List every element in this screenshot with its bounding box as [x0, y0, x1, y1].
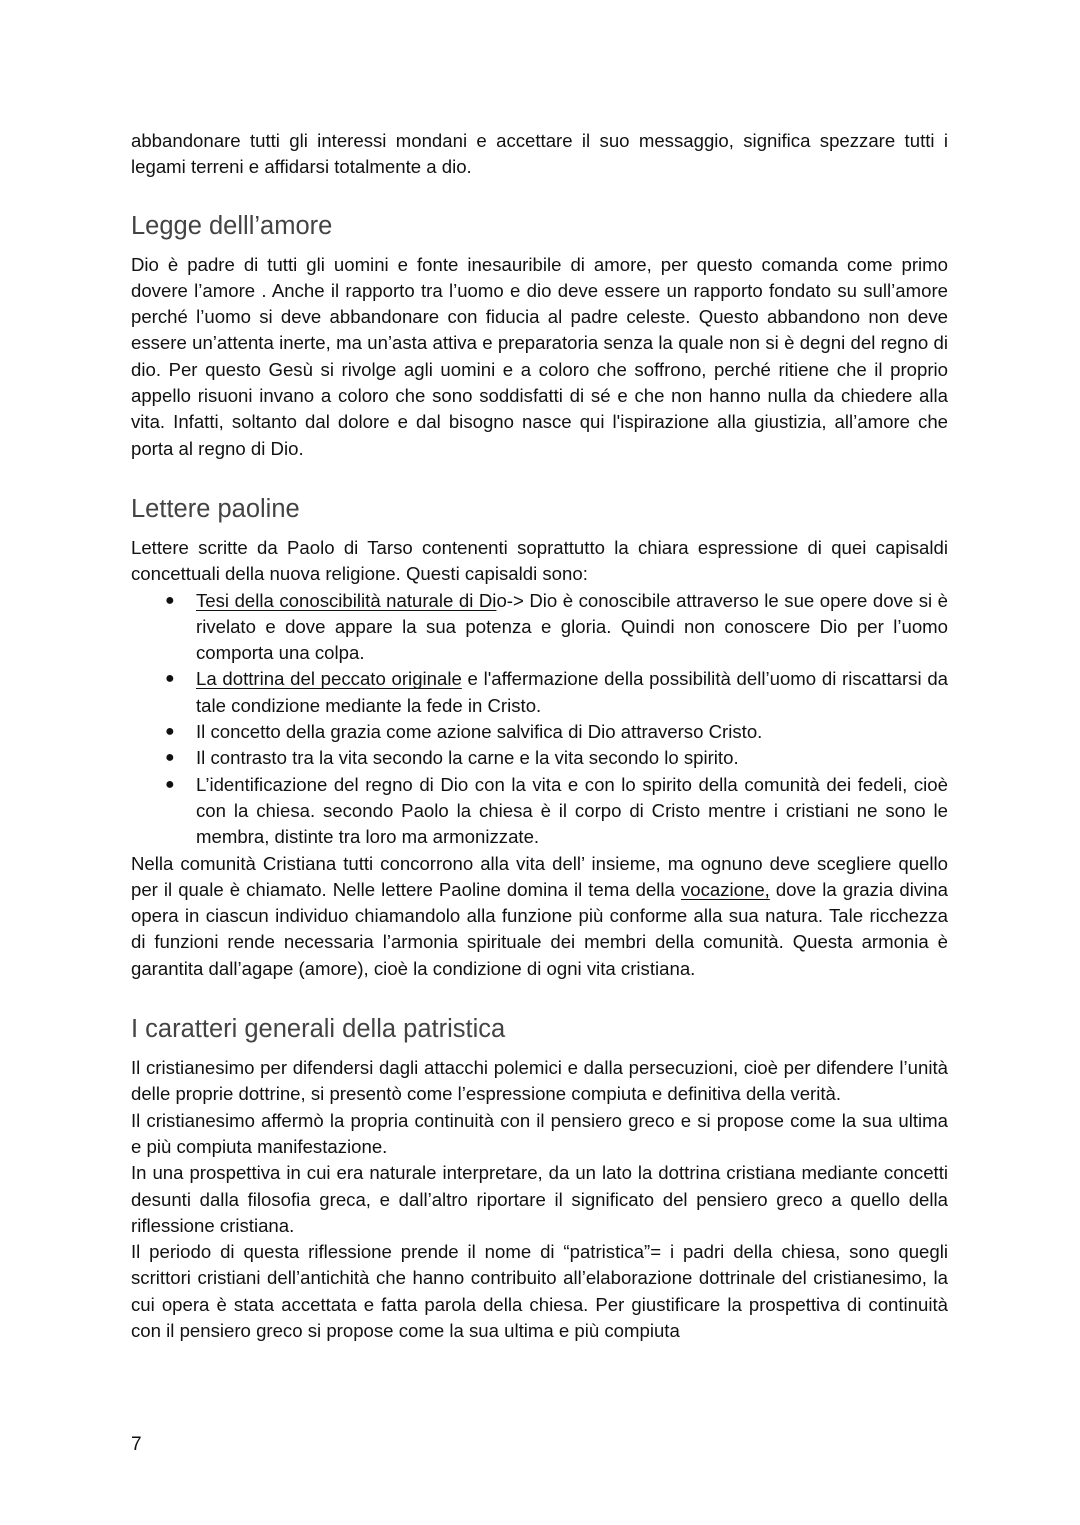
body-paragraph: Dio è padre di tutti gli uomini e fonte inesauribile di amore, per questo comanda come primo dovere l’amore . Anche il rapporto tra l’uomo e dio deve essere un rapporto fondato su sull’amore perché l’uomo si deve abbandonare con fiducia al padre celeste. Questo abbandono non deve essere un’attenta inerte, ma un’asta attiva e preparatoria senza la quale non si è degni del regno di dio. Per questo Gesù si rivolge agli uomini e a coloro che soffrono, perché ritiene che il proprio appello risuoni invano a coloro che sono soddisfatti di sé e che non hanno nulla da chiedere alla vita. Infatti, soltanto dal dolore e dal bisogno nasce qui l'ispirazione alla giustizia, all’amore che porta al regno di Dio.	[131, 253, 948, 459]
bullet-icon: ●	[165, 775, 175, 793]
bullet-list	[131, 588, 948, 851]
body-paragraph: In una prospettiva in cui era naturale interpretare, da un lato la dottrina cristiana mediante concetti desunti dalla filosofia greca, e dall’altro riportare il significato del pensiero greco a quello della riflessione cristiana.	[131, 1162, 948, 1236]
list-item	[165, 588, 948, 667]
bullet-icon: ●	[165, 723, 175, 741]
bullet-icon: ●	[165, 670, 175, 688]
intro-paragraph: abbandonare tutti gli interessi mondani e accettare il suo messaggio, significa spezzare tutti i legami terreni e affidarsi totalmente a dio.	[131, 130, 948, 178]
closing-text-before: Nella comunità Cristiana tutti concorrono alla vita dell’ insieme, ma ognuno deve scegliere quello per il quale è chiamato. Nelle lettere Paoline domina il tema della	[131, 852, 948, 900]
document-page	[131, 128, 948, 1374]
list-item	[165, 745, 948, 771]
section-legge-amore	[131, 209, 948, 462]
underlined-text: La dottrina del peccato originale	[196, 668, 462, 690]
list-item	[165, 666, 948, 719]
page-number: 7	[131, 1434, 142, 1455]
section-heading: I caratteri generali della patristica	[131, 1015, 506, 1044]
body-paragraph: Il cristianesimo affermò la propria continuità con il pensiero greco e si propose come la sua ultima e più compiuta manifestazione.	[131, 1109, 948, 1157]
list-item-text: o-> Dio è conoscibile attraverso le sue opere dove si è rivelato e dove appare la sua potenza e gloria. Quindi non conoscere Dio per l’uomo comporta una colpa.	[196, 589, 948, 664]
closing-text-after: dove la grazia divina opera in ciascun individuo chiamandolo alla funzione più conforme alla sua natura. Tale ricchezza di funzioni rende necessaria l’armonia spirituale dei membri della comunità. Questa armonia è garantita dall’agape (amore), cioè la condizione di ogni vita cristiana.	[131, 878, 948, 979]
list-item	[165, 719, 948, 745]
body-paragraph	[131, 851, 948, 982]
underlined-text: vocazione,	[680, 878, 770, 900]
section-heading: Lettere paoline	[131, 494, 300, 523]
section-patristica	[131, 1012, 948, 1344]
bullet-icon: ●	[165, 591, 175, 609]
section-lettere-paoline	[131, 492, 948, 982]
body-paragraph: Il cristianesimo per difendersi dagli attacchi polemici e dalla persecuzioni, cioè per difendere l’unità delle proprie dottrine, si presentò come l’espressione compiuta e definitiva della verità.	[131, 1057, 948, 1105]
section-heading: Legge delll’amore	[131, 211, 333, 240]
list-item-text: e l'affermazione della possibilità dell’uomo di riscattarsi da tale condizione mediante la fede in Cristo.	[196, 668, 948, 716]
list-item-text: L’identificazione del regno di Dio con la vita e con lo spirito della comunità dei fedeli, cioè con la chiesa. secondo Paolo la chiesa è il corpo di Cristo mentre i cristiani ne sono le membra, distinte tra loro ma armonizzate.	[196, 773, 948, 848]
bullet-icon: ●	[165, 749, 175, 767]
list-item-text: Il contrasto tra la vita secondo la carne e la vita secondo lo spirito.	[196, 747, 739, 769]
list-item	[165, 772, 948, 851]
body-paragraph: Il periodo di questa riflessione prende il nome di “patristica”= i padri della chiesa, sono quegli scrittori cristiani dell’antichità che hanno contribuito all’elaborazione dottrinale del cristianesimo, la cui opera è stata accettata e fatta parola della chiesa. Per giustificare la prospettiva di continuità con il pensiero greco si propose come la sua ultima e più compiuta	[131, 1241, 948, 1341]
list-item-text: Il concetto della grazia come azione salvifica di Dio attraverso Cristo.	[196, 721, 763, 743]
underlined-text: Tesi della conoscibilità naturale di Di	[196, 589, 497, 611]
body-paragraph: Lettere scritte da Paolo di Tarso contenenti soprattutto la chiara espressione di quei capisaldi concettuali della nuova religione. Questi capisaldi sono:	[131, 536, 948, 585]
